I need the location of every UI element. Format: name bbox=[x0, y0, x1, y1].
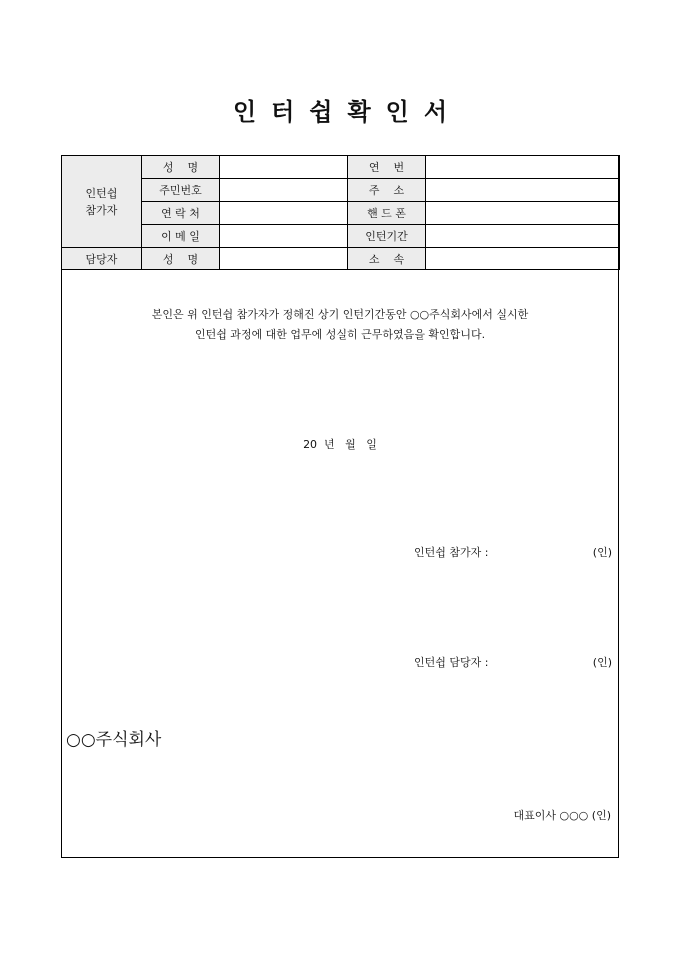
internship-period-field[interactable] bbox=[426, 225, 620, 248]
department-field[interactable] bbox=[426, 248, 620, 270]
document-title: 인터쉽확인서 bbox=[232, 98, 463, 126]
email-label: 이 메 일 bbox=[142, 225, 220, 248]
serial-number-field[interactable] bbox=[426, 156, 620, 179]
resident-number-field[interactable] bbox=[220, 179, 348, 202]
resident-number-label: 주민번호 bbox=[142, 179, 220, 202]
statement-line-2: 인턴쉽 과정에 대한 업무에 성실히 근무하였음을 확인합니다. bbox=[194, 328, 486, 341]
name-field[interactable] bbox=[220, 156, 348, 179]
table-row bbox=[62, 202, 620, 225]
table-row bbox=[62, 225, 620, 248]
manager-signature-row bbox=[414, 654, 612, 670]
address-field[interactable] bbox=[426, 179, 620, 202]
participant-group-label: 인턴쉽 참가자 bbox=[62, 156, 142, 248]
table-row bbox=[62, 248, 620, 270]
participant-seal: (인) bbox=[592, 546, 612, 559]
table-row bbox=[62, 179, 620, 202]
mobile-label: 핸 드 폰 bbox=[348, 202, 426, 225]
date-line: 20 년 월 일 bbox=[303, 438, 377, 451]
participant-signature-label: 인턴쉽 참가자 : bbox=[414, 546, 489, 559]
manager-signature-label: 인턴쉽 담당자 : bbox=[414, 656, 489, 669]
table-row bbox=[62, 156, 620, 179]
manager-seal: (인) bbox=[592, 656, 612, 669]
contact-label: 연 락 처 bbox=[142, 202, 220, 225]
contact-field[interactable] bbox=[220, 202, 348, 225]
manager-name-field[interactable] bbox=[220, 248, 348, 270]
manager-name-label: 성 명 bbox=[142, 248, 220, 270]
info-table bbox=[61, 155, 620, 270]
mobile-field[interactable] bbox=[426, 202, 620, 225]
statement-line-1: 본인은 위 인턴쉽 참가자가 정해진 상기 인턴기간동안 ○○주식회사에서 실시한 bbox=[151, 308, 529, 321]
department-label: 소 속 bbox=[348, 248, 426, 270]
email-field[interactable] bbox=[220, 225, 348, 248]
internship-period-label: 인턴기간 bbox=[348, 225, 426, 248]
manager-group-label: 담당자 bbox=[62, 248, 142, 270]
confirmation-statement bbox=[61, 305, 619, 345]
address-label: 주 소 bbox=[348, 179, 426, 202]
name-label: 성 명 bbox=[142, 156, 220, 179]
participant-signature-row bbox=[414, 544, 612, 560]
serial-number-label: 연 번 bbox=[348, 156, 426, 179]
ceo-signature: 대표이사 ○○○ (인) bbox=[513, 809, 611, 822]
company-name: ○○주식회사 bbox=[66, 730, 162, 750]
